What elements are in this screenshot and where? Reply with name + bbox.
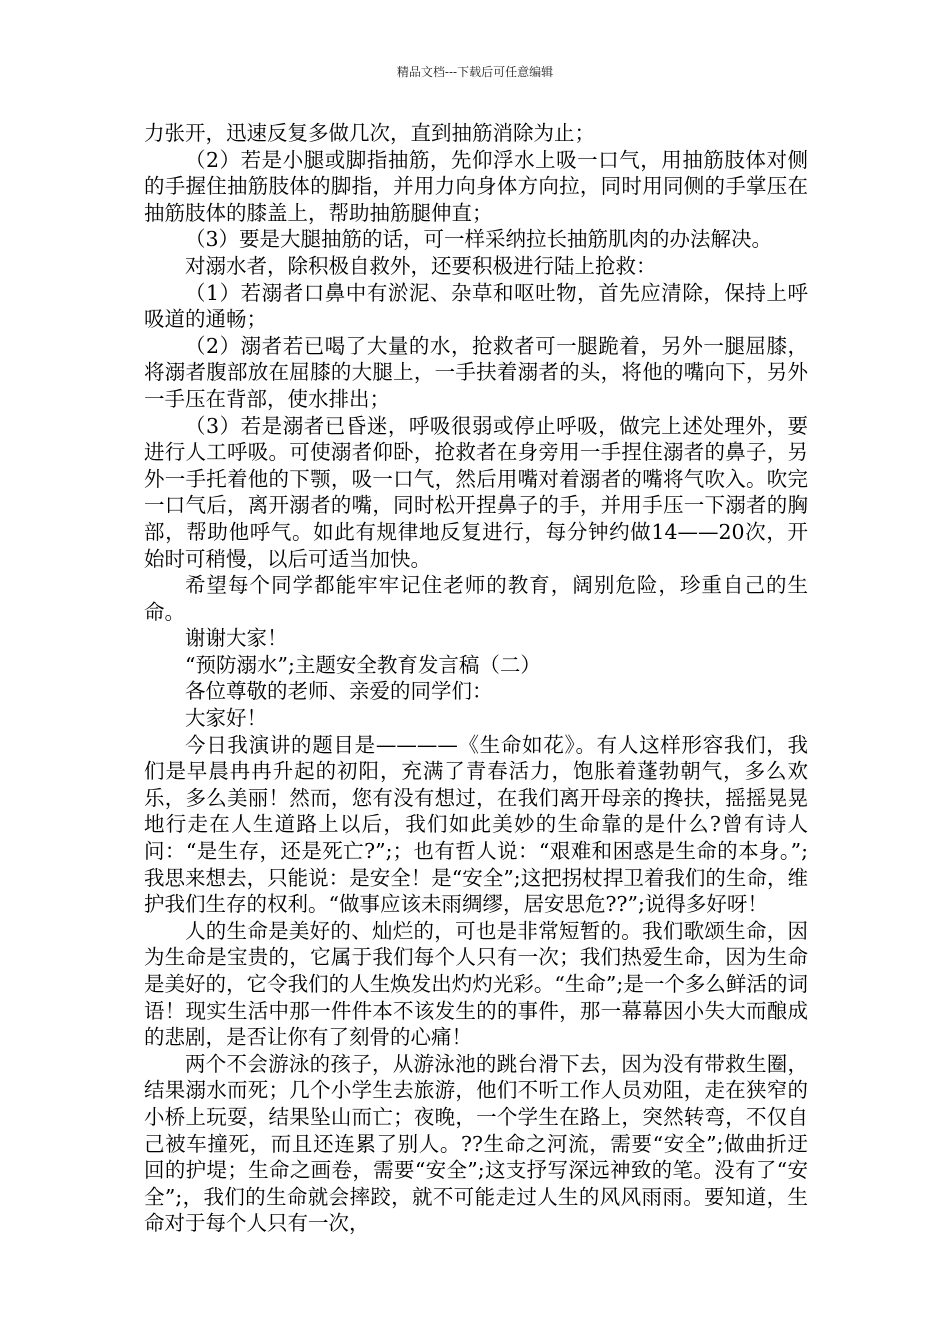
paragraph: 两个不会游泳的孩子，从游泳池的跳台滑下去，因为没有带救生圈，结果溺水而死；几个小学生去旅游，他们不听工作人员劝阻，走在狭窄的小桥上玩耍，结果坠山而亡；夜晚，一个学生在路上，突然转弯，不仅自己被车撞死，而且还连累了别人。??生命之河流，需要“安全”;做曲折迂回的护堤；生命之画卷，需要“安全”;这支抒写深远神致的笔。没有了“安全”;，我们的生命就会摔跤，就不可能走过人生的风风雨雨。要知道，生命对于每个人只有一次，: [144, 1051, 808, 1236]
paragraph: 力张开，迅速反复多做几次，直到抽筋消除为止；: [144, 121, 595, 145]
paragraph: （3）若是溺者已昏迷，呼吸很弱或停止呼吸，做完上述处理外，要进行人工呼吸。可使溺者仰卧，抢救者在身旁用一手捏住溺者的鼻子，另外一手托着他的下颚，吸一口气，然后用嘴对着溺者的嘴将气吹入。吹完一口气后，离开溺者的嘴，同时松开捏鼻子的手，并用手压一下溺者的胸部，帮助他呼气。如此有规律地反复进行，每分钟约做14——20次，开始时可稍慢，以后可适当加快。: [144, 413, 808, 571]
paragraph: （2）若是小腿或脚指抽筋，先仰浮水上吸一口气，用抽筋肢体对侧的手握住抽筋肢体的脚指，并用力向身体方向拉，同时用同侧的手掌压在抽筋肢体的膝盖上，帮助抽筋腿伸直；: [144, 147, 808, 225]
paragraph: （3）要是大腿抽筋的话，可一样采纳拉长抽筋肌肉的办法解决。: [185, 227, 773, 252]
paragraph: 大家好！: [185, 706, 267, 731]
paragraph: 谢谢大家！: [185, 626, 288, 651]
paragraph: 希望每个同学都能牢牢记住老师的教育，阔别危险，珍重自己的生命。: [144, 573, 808, 624]
page-header: 精品文档---下载后可任意编辑: [396, 65, 554, 79]
paragraph: 对溺水者，除积极自救外，还要积极进行陆上抢救：: [185, 253, 657, 278]
paragraph: 今日我演讲的题目是————《生命如花》。有人这样形容我们，我们是早晨冉冉升起的初阳，充满了青春活力，饱胀着蓬勃朝气，多么欢乐，多么美丽！然而，您有没有想过，在我们离开母亲的搀扶，摇摇晃晃地行走在人生道路上以后，我们如此美妙的生命靠的是什么?曾有诗人问：“是生存，还是死亡?”;；也有哲人说：“艰难和困惑是生命的本身。”;我思来想去，只能说：是安全！是“安全”;这把拐杖捍卫着我们的生命，维护我们生存的权利。“做事应该未雨绸缪，居安思危??”;说得多好呀！: [144, 732, 808, 917]
paragraph: 人的生命是美好的、灿烂的，可也是非常短暂的。我们歌颂生命，因为生命是宝贵的，它属于我们每个人只有一次；我们热爱生命，因为生命是美好的，它令我们的人生焕发出灼灼光彩。“生命”;是一个多么鲜活的词语！现实生活中那一件件本不该发生的的事件，那一幕幕因小失大而酿成的悲剧，是否让你有了刻骨的心痛！: [144, 918, 808, 1050]
paragraph: （2）溺者若已喝了大量的水，抢救者可一腿跪着，另外一腿屈膝，将溺者腹部放在屈膝的大腿上，一手扶着溺者的头，将他的嘴向下，另外一手压在背部，使水排出；: [144, 333, 808, 411]
paragraph: （1）若溺者口鼻中有淤泥、杂草和呕吐物，首先应清除，保持上呼吸道的通畅；: [144, 280, 808, 332]
document-body: [144, 120, 808, 1237]
paragraph: “预防溺水”;主题安全教育发言稿（二）: [185, 652, 541, 677]
paragraph: 各位尊敬的老师、亲爱的同学们：: [185, 679, 493, 704]
